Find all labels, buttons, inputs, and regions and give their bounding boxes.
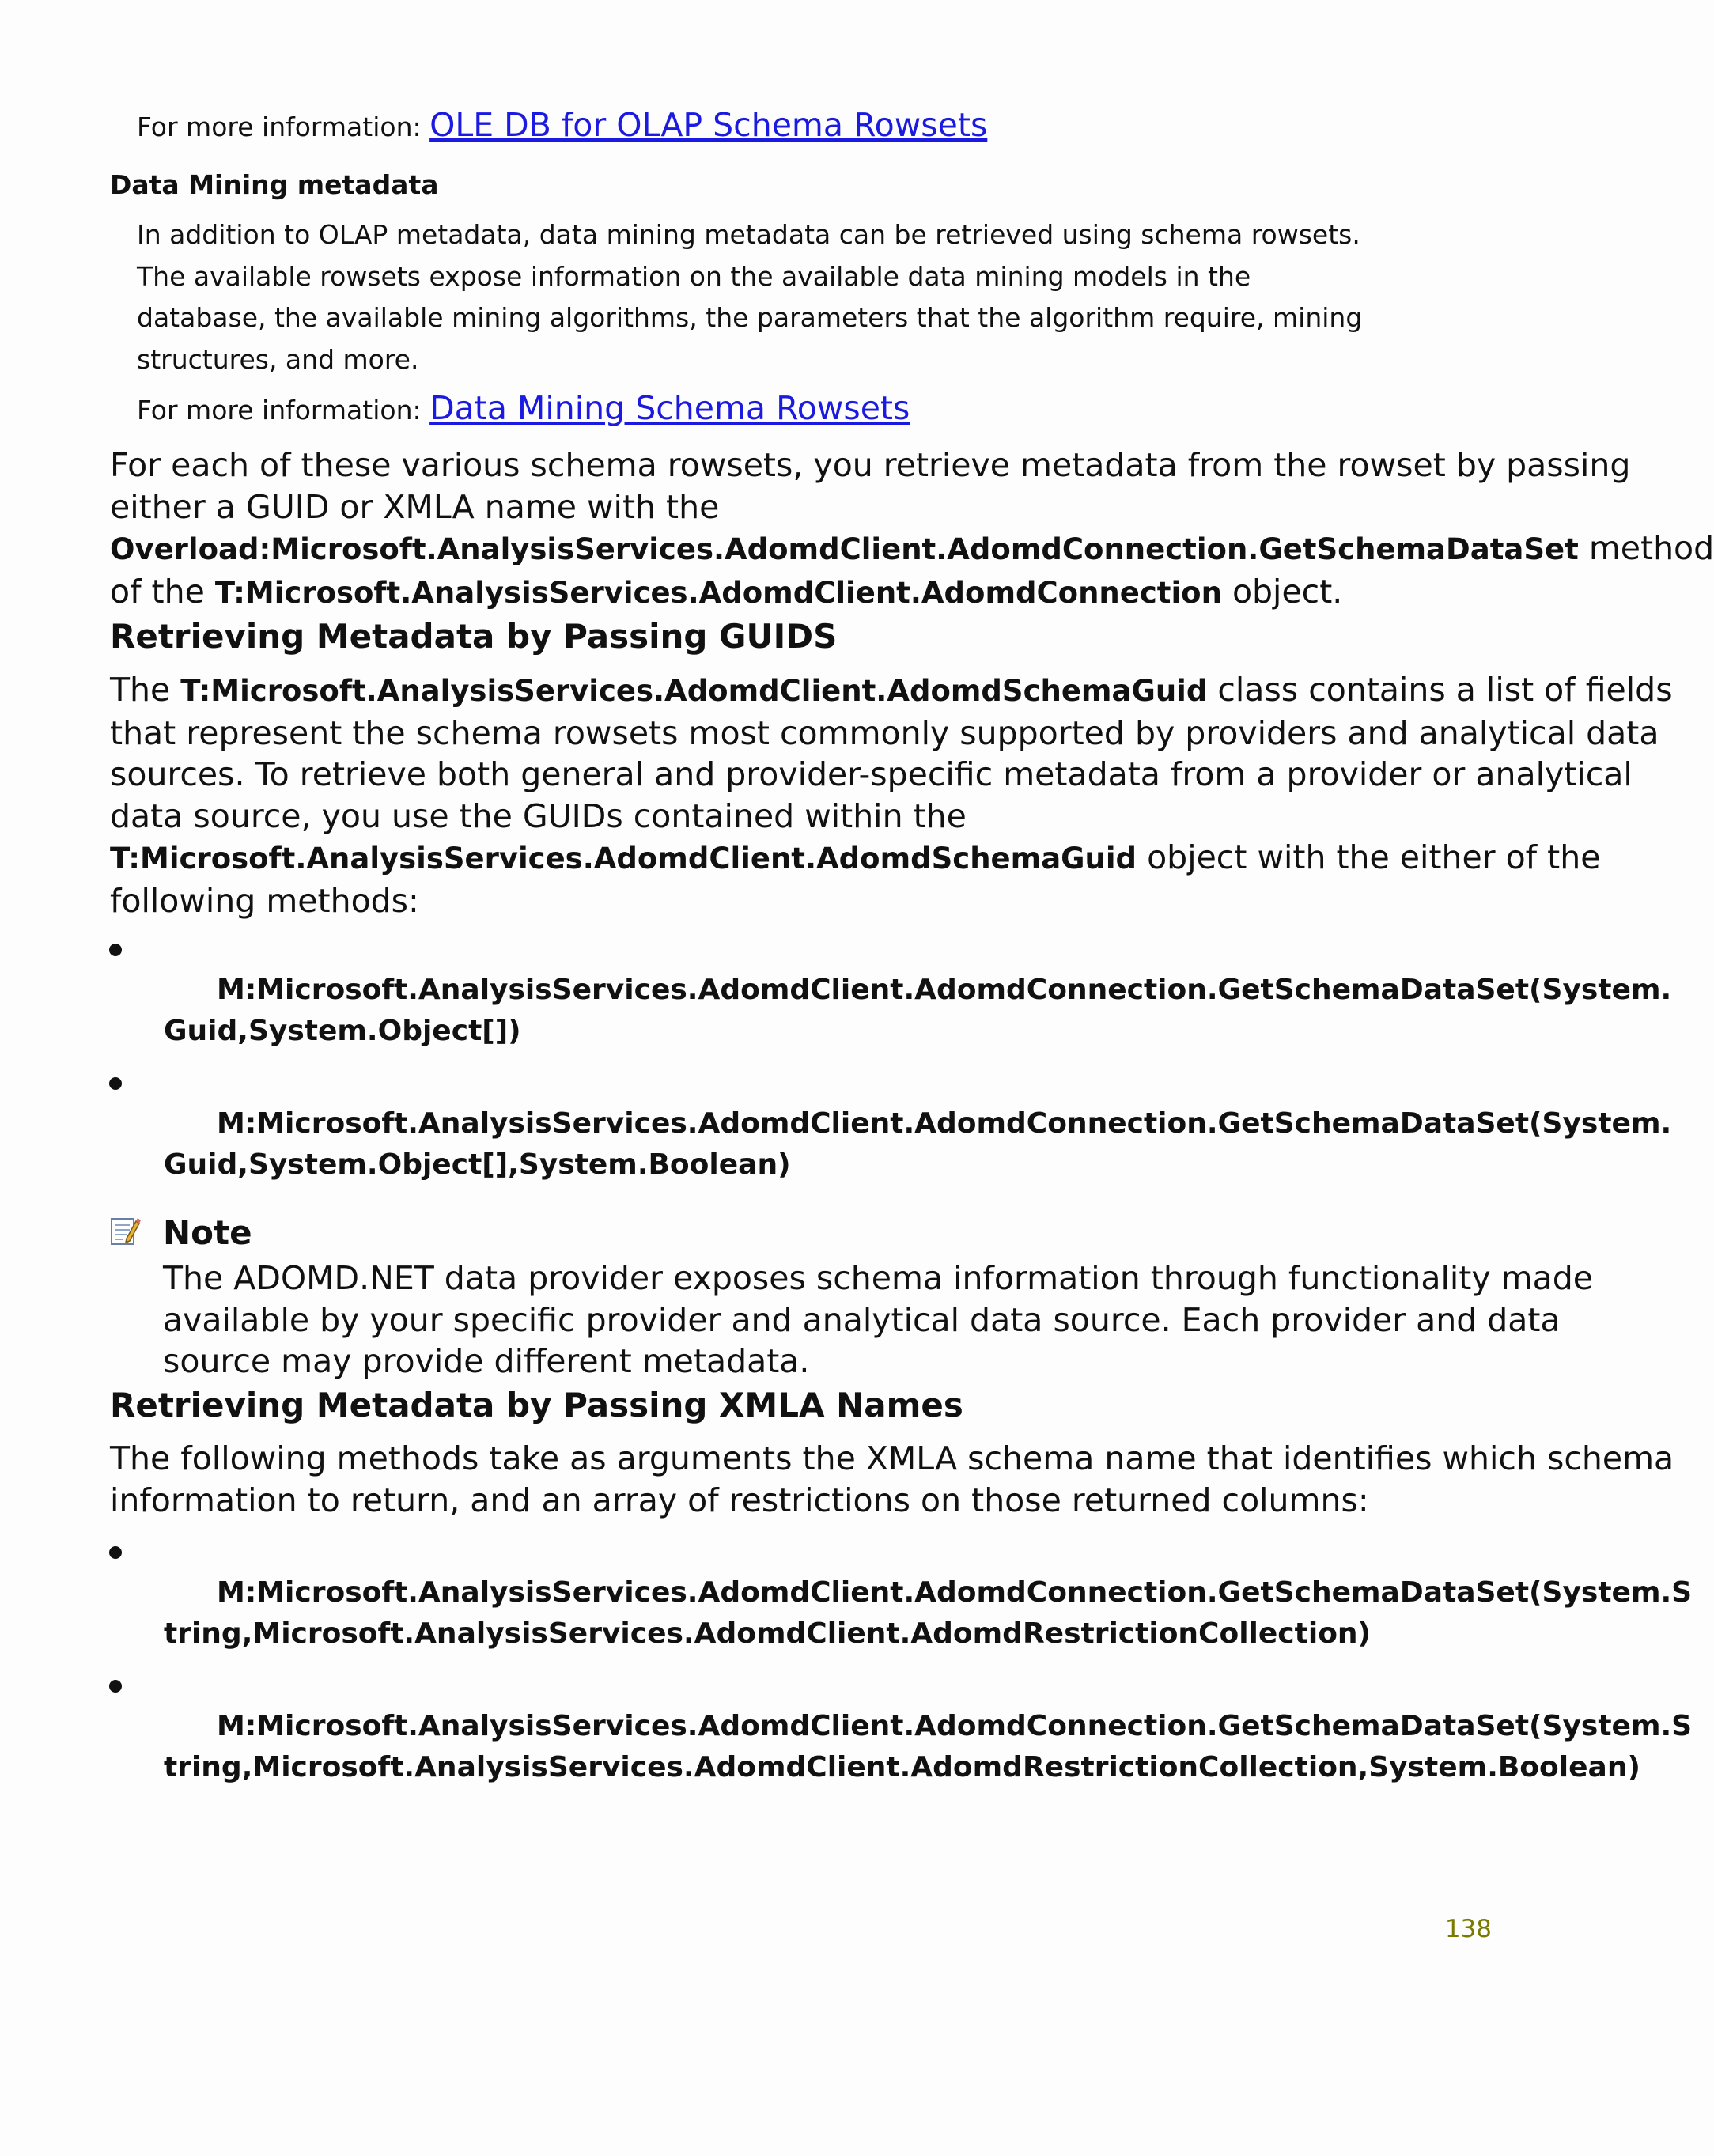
- text-line: The ADOMD.NET data provider exposes schema information through functionality made: [163, 1259, 1593, 1297]
- text-line: of the T:Microsoft.AnalysisServices.AdomdClient.AdomdConnection object.: [110, 572, 1343, 611]
- data-mining-heading: Data Mining metadata: [110, 169, 439, 200]
- text-line: The T:Microsoft.AnalysisServices.AdomdClient.AdomdSchemaGuid class contains a list of fields: [110, 671, 1673, 709]
- text-line: sources. To retrieve both general and provider-specific metadata from a provider or analytical: [110, 755, 1633, 793]
- intro-paragraph: [110, 444, 1714, 614]
- text-line: that represent the schema rowsets most commonly supported by providers and analytical data: [110, 713, 1659, 752]
- xmla-paragraph: [110, 1438, 1674, 1521]
- guids-paragraph: [110, 669, 1673, 921]
- text-line: For each of these various schema rowsets, you retrieve metadata from the rowset by passing: [110, 446, 1631, 484]
- code-reference: T:Microsoft.AnalysisServices.AdomdClient.AdomdSchemaGuid: [110, 842, 1137, 876]
- text-line: T:Microsoft.AnalysisServices.AdomdClient.AdomdSchemaGuid object with the either of the: [110, 838, 1601, 876]
- note-body: [163, 1258, 1593, 1382]
- guids-section-heading: Retrieving Metadata by Passing GUIDS: [110, 617, 838, 656]
- method-list-item: M:Microsoft.AnalysisServices.AdomdClient.AdomdConnection.GetSchemaDataSet(System. Guid,System.Object[]): [164, 974, 1672, 1047]
- text-line: In addition to OLAP metadata, data mining metadata can be retrieved using schema rowsets.: [137, 219, 1360, 250]
- text-line: structures, and more.: [137, 343, 419, 375]
- method-list-item: M:Microsoft.AnalysisServices.AdomdClient.AdomdConnection.GetSchemaDataSet(System. Guid,System.Object[],System.Boolean): [164, 1107, 1672, 1181]
- note-icon: [109, 1215, 141, 1246]
- bullet-icon: [109, 944, 122, 956]
- more-info-label: For more information:: [137, 395, 430, 426]
- text-line: either a GUID or XMLA name with the: [110, 487, 720, 526]
- text-line: data source, you use the GUIDs contained within the: [110, 796, 967, 835]
- code-reference: Overload:Microsoft.AnalysisServices.AdomdClient.AdomdConnection.GetSchemaDataSet: [110, 532, 1579, 566]
- code-reference: T:Microsoft.AnalysisServices.AdomdClient.AdomdSchemaGuid: [180, 674, 1208, 708]
- bullet-icon: [109, 1680, 122, 1693]
- data-mining-schema-rowsets-link[interactable]: Data Mining Schema Rowsets: [429, 389, 910, 427]
- data-mining-paragraph: [137, 214, 1362, 380]
- text-line: The available rowsets expose information on the available data mining models in the: [137, 260, 1251, 292]
- olap-schema-rowsets-link[interactable]: OLE DB for OLAP Schema Rowsets: [429, 106, 988, 144]
- bullet-icon: [109, 1077, 122, 1090]
- text-line: information to return, and an array of restrictions on those returned columns:: [110, 1481, 1369, 1519]
- code-reference: T:Microsoft.AnalysisServices.AdomdClient.AdomdConnection: [214, 575, 1222, 610]
- bullet-icon: [109, 1546, 122, 1559]
- text-line: source may provide different metadata.: [163, 1342, 810, 1380]
- method-list-item: M:Microsoft.AnalysisServices.AdomdClient.AdomdConnection.GetSchemaDataSet(System.S tring,Microsoft.AnalysisServices.AdomdClient.AdomdRestrictionCollection): [164, 1576, 1693, 1650]
- text-line: following methods:: [110, 881, 419, 920]
- page-number: 138: [1444, 1915, 1492, 1943]
- more-info-label: For more information:: [137, 112, 430, 142]
- olap-more-info: [137, 104, 987, 148]
- note-title: Note: [163, 1213, 252, 1252]
- xmla-section-heading: Retrieving Metadata by Passing XMLA Names: [110, 1386, 963, 1424]
- text-line: database, the available mining algorithms, the parameters that the algorithm require, mining: [137, 302, 1363, 333]
- data-mining-more-info: [137, 388, 910, 431]
- text-line: Overload:Microsoft.AnalysisServices.AdomdClient.AdomdConnection.GetSchemaDataSet method: [110, 529, 1714, 567]
- text-line: The following methods take as arguments the XMLA schema name that identifies which schema: [110, 1439, 1674, 1477]
- method-list-item: M:Microsoft.AnalysisServices.AdomdClient.AdomdConnection.GetSchemaDataSet(System.S tring,Microsoft.AnalysisServices.AdomdClient.AdomdRestrictionCollection,System.Boolean): [164, 1710, 1693, 1783]
- text-line: available by your specific provider and analytical data source. Each provider and data: [163, 1300, 1561, 1339]
